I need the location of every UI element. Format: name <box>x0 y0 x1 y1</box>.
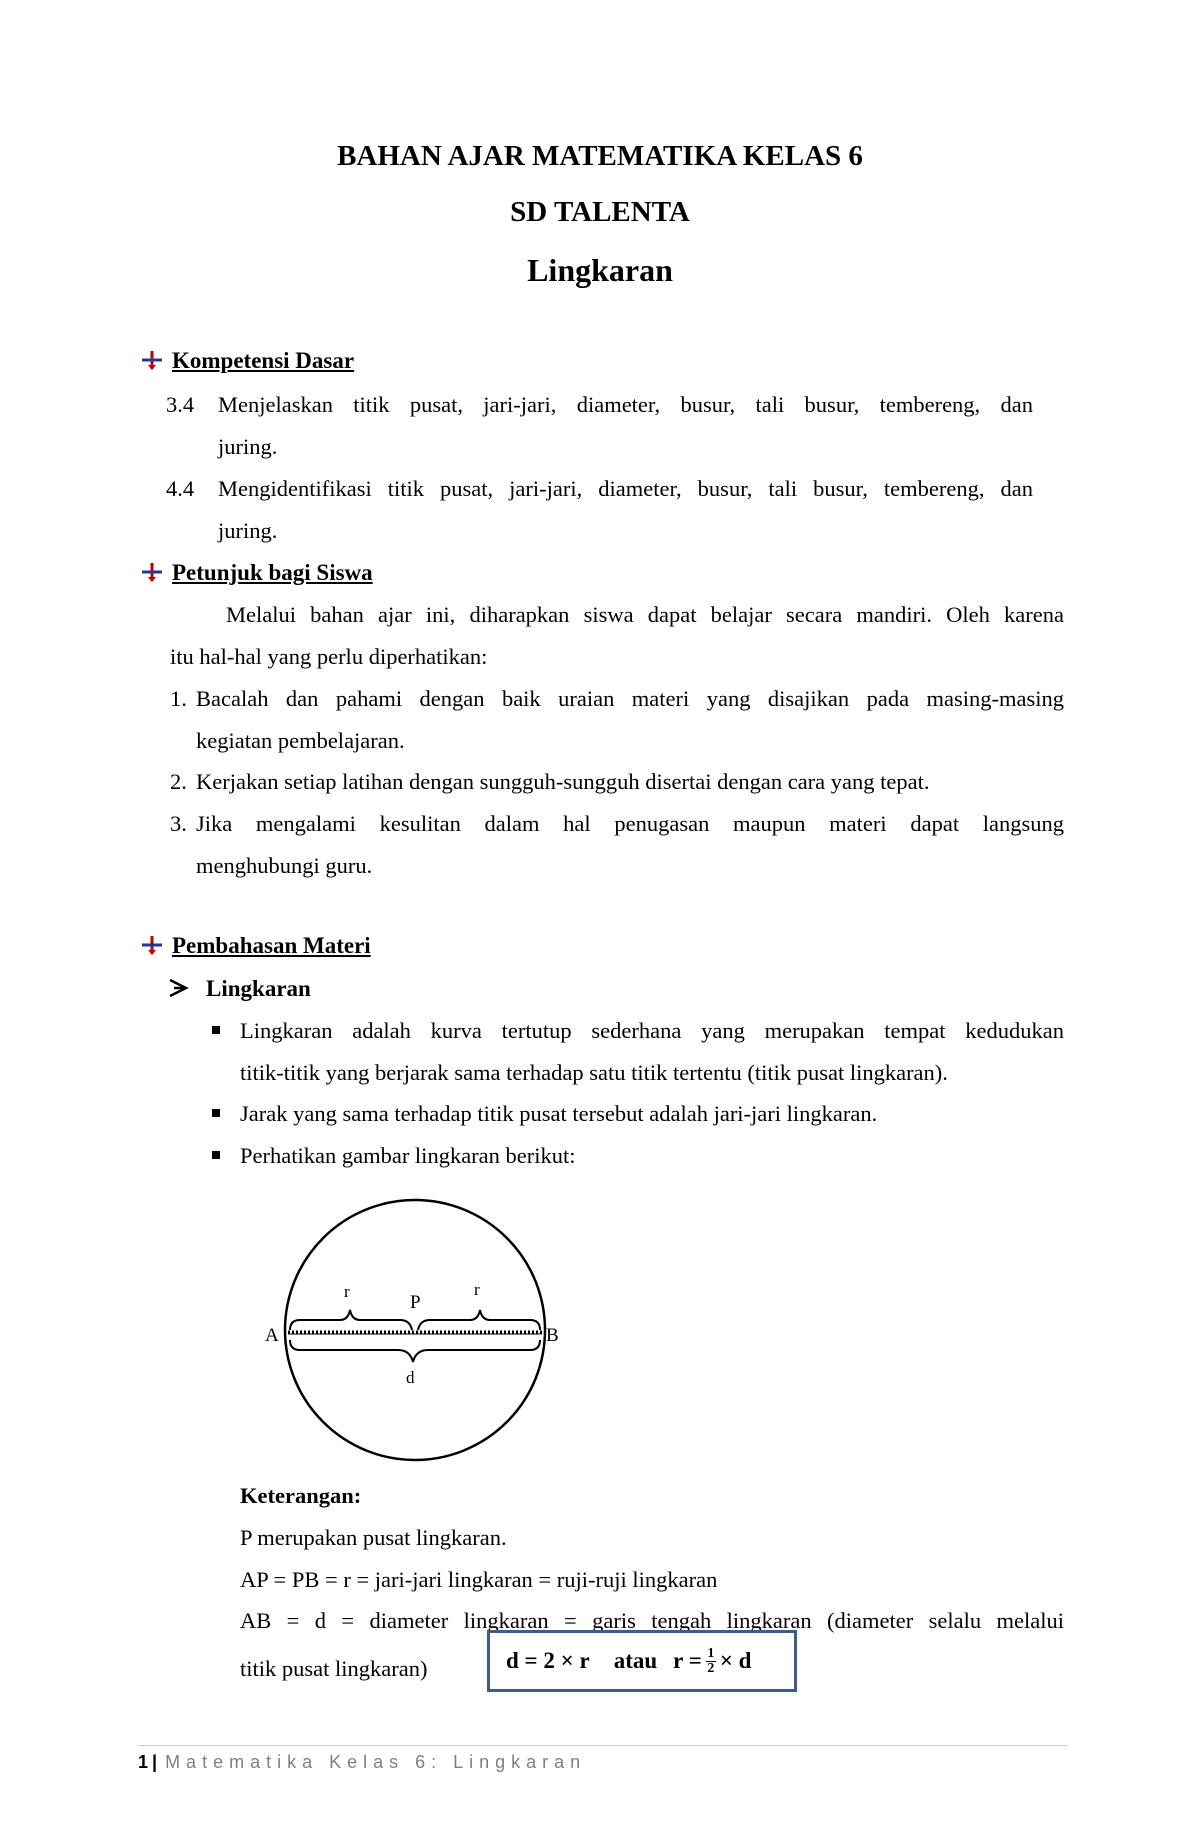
list-number: 1. <box>170 686 187 711</box>
petunjuk-intro-cont: itu hal-hal yang perlu diperhatikan: <box>170 644 488 669</box>
title-topic: Lingkaran <box>527 252 673 288</box>
section-petunjuk <box>140 560 373 586</box>
kd-text-cont: juring. <box>218 518 278 543</box>
footer-text: Matematika Kelas 6: Lingkaran <box>165 1752 587 1772</box>
keterangan-line: titik pusat lingkaran) <box>240 1656 428 1681</box>
list-item-cont: menghubungi guru. <box>196 853 373 878</box>
kd-number: 4.4 <box>166 476 195 501</box>
formula-fraction <box>706 1647 716 1676</box>
kd-number: 3.4 <box>166 392 195 417</box>
materi-subheading <box>168 976 311 1002</box>
radius-brace-left <box>290 1310 412 1330</box>
keterangan-line: AP = PB = r = jari-jari lingkaran = ruji-ruji lingkaran <box>240 1567 718 1592</box>
formula-radius-lhs: r = <box>673 1648 702 1673</box>
label-r-right: r <box>474 1280 480 1299</box>
title-school: SD TALENTA <box>510 196 690 228</box>
page-number: 1 <box>138 1752 149 1772</box>
arrow-bullet-icon <box>140 350 166 370</box>
list-item: Jika mengalami kesulitan dalam hal penugasan maupun materi dapat langsung <box>196 811 1064 836</box>
formula-box <box>487 1630 797 1692</box>
list-number: 3. <box>170 811 187 836</box>
square-bullet-icon <box>212 1151 220 1159</box>
fraction-numerator: 1 <box>707 1645 715 1661</box>
square-bullet-icon <box>212 1109 220 1117</box>
diameter-brace <box>290 1340 540 1362</box>
label-P: P <box>410 1292 421 1313</box>
list-item: Bacalah dan pahami dengan baik uraian materi yang disajikan pada masing-masing <box>196 686 1064 711</box>
section-materi <box>140 933 371 959</box>
footer-rule <box>138 1745 1068 1746</box>
formula-diameter: d = 2 × r <box>506 1648 590 1673</box>
formula-radius-rhs: × d <box>719 1648 752 1673</box>
bullet-text: Perhatikan gambar lingkaran berikut: <box>240 1143 576 1168</box>
footer-separator: | <box>152 1752 158 1772</box>
formula-or: atau <box>613 1648 658 1673</box>
bullet-text-cont: titik-titik yang berjarak sama terhadap satu titik tertentu (titik pusat lingkaran). <box>240 1060 948 1085</box>
bullet-text: Lingkaran adalah kurva tertutup sederhana yang merupakan tempat kedudukan <box>240 1018 1064 1043</box>
label-B: B <box>546 1325 559 1346</box>
arrowhead-bullet-icon <box>168 978 190 998</box>
title-main: BAHAN AJAR MATEMATIKA KELAS 6 <box>337 140 863 172</box>
keterangan-line: P merupakan pusat lingkaran. <box>240 1525 507 1550</box>
keterangan-heading: Keterangan: <box>240 1483 362 1508</box>
label-r-left: r <box>344 1282 350 1301</box>
label-d: d <box>406 1368 415 1387</box>
kompetensi-heading: Kompetensi Dasar <box>172 348 355 373</box>
materi-heading: Pembahasan Materi <box>172 933 371 958</box>
list-item: Kerjakan setiap latihan dengan sungguh-sungguh disertai dengan cara yang tepat. <box>196 769 930 794</box>
square-bullet-icon <box>212 1026 220 1034</box>
label-A: A <box>265 1325 279 1346</box>
arrow-bullet-icon <box>140 935 166 955</box>
circle-diagram <box>250 1180 580 1470</box>
radius-brace-right <box>418 1310 540 1330</box>
petunjuk-intro: Melalui bahan ajar ini, diharapkan siswa dapat belajar secara mandiri. Oleh karena <box>226 602 1064 627</box>
circle-outline <box>285 1200 545 1460</box>
kd-text-cont: juring. <box>218 434 278 459</box>
list-item-cont: kegiatan pembelajaran. <box>196 728 405 753</box>
arrow-bullet-icon <box>140 562 166 582</box>
section-kompetensi <box>140 348 354 374</box>
page-footer <box>138 1752 586 1773</box>
kd-text: Mengidentifikasi titik pusat, jari-jari, diameter, busur, tali busur, tembereng, dan <box>218 476 1033 501</box>
fraction-denominator: 2 <box>707 1660 715 1676</box>
list-number: 2. <box>170 769 187 794</box>
kd-text: Menjelaskan titik pusat, jari-jari, diameter, busur, tali busur, tembereng, dan <box>218 392 1033 417</box>
materi-sub-label: Lingkaran <box>206 976 311 1001</box>
bullet-text: Jarak yang sama terhadap titik pusat tersebut adalah jari-jari lingkaran. <box>240 1101 878 1126</box>
petunjuk-heading: Petunjuk bagi Siswa <box>172 560 373 585</box>
keterangan-line: AB = d = diameter lingkaran = garis tengah lingkaran (diameter selalu melalui <box>240 1608 1064 1633</box>
